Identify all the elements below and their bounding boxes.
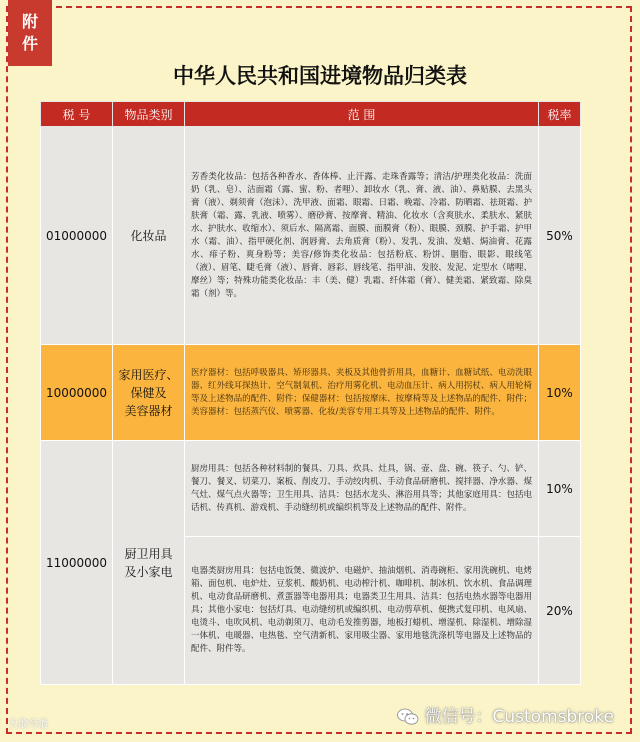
table-row-medical [41,345,581,441]
row-category [113,345,185,441]
category-line: 保健及 [130,385,167,400]
page-title: 中华人民共和国进境物品归类表 [173,64,467,88]
row-code: 11000000 [41,441,113,685]
row-code: 10000000 [41,345,113,441]
attachment-tab [8,0,52,66]
header-scope: 范 围 [185,102,539,127]
category-line: 厨卫用具 [124,546,173,561]
wechat-id: 微信号：Customsbroke [424,707,614,727]
row-category: 化妆品 [113,127,185,345]
row-code: 01000000 [41,127,113,345]
row-scope: 医疗器材：包括呼吸器具、矫形器具、夹板及其他骨折用具，血糖计、血糖试纸、电动洗眼器、红外线耳探热计、空气制氧机、治疗用雾化机、电动血压计、病人用拐杖、病人用轮椅等及上述物品的配件、附件；保健器材：包括按摩床、按摩椅等及上述物品的配件、附件；美容器材：包括蒸汽仪、喷雾器、化妆/美容专用工具等及上述物品的配件、附件。 [185,345,539,441]
category-line: 及小家电 [124,564,173,579]
category-line: 家用医疗、 [118,367,179,382]
row-scope: 电器类厨房用具：包括电饭煲、微波炉、电磁炉、抽油烟机、消毒碗柜、家用洗碗机、电烤箱、面包机、电炉灶、豆浆机、酸奶机、电动榨汁机、咖啡机、制冰机、饮水机、食品调理机、电动食品研磨机、煮蛋器等电器用具；电器类卫生用具、洁具：包括电热水器等电器用具；其他小家电：包括灯具、电动缝纫机或编织机、电动剪草机、便携式复印机、电风扇、电烫斗、电吹风机、电动剃须刀、电动毛发推剪器，地板打蜡机、增湿机、除湿机、增除湿一体机、电暖器、电热毯、空气清新机、家用吸尘器、家用地毯洗涤机等电器及上述物品的配件、附件等。 [185,537,539,685]
tab-char-2: 件 [21,34,38,53]
header-category: 物品类别 [113,102,185,127]
category-line: 美容器材 [124,403,173,418]
watermark-left: 大歌弯道 [8,719,48,730]
watermark-right [397,702,614,727]
row-scope: 芳香类化妆品：包括各种香水、香体棒、止汗露、走珠香露等；清洁/护理类化妆品：洗面奶（乳、皂）、洁面霜（露、蜜、粉、者哩）、卸妆水（乳、膏、液、油）、鼻贴膜、去黑头膏（液）、剃须膏（泡沫）、洗甲液、面霜、眼霜、日霜、晚霜、冷霜、防晒霜、祛斑霜、护肤膏（霜、露、乳液、喷雾）、磨砂膏、按摩膏、精油、化妆水（含爽肤水、柔肤水、紧肤水、护肤水、收缩水）、须后水、隔离霜、面膜、面膜膏（粉）、眼膜、颈膜、护手霜、护甲水（霜、油）、指甲硬化剂、润唇膏、去角质膏（粉）、发乳、发油、发蜡、焗油膏、花露水、痱子粉、爽身粉等；美容/修饰类化妆品：包括粉底、粉饼、胭脂、眼影、眼线笔（液）、眉笔、睫毛膏（液）、唇膏、唇彩、唇线笔、指甲油、发胶、发泥、定型水（啫哩、摩丝）等；特殊功能类化妆品：丰（美、健）乳霜、纤体霜（膏）、健美霜、紧致霜、除臭霜（剂）等。 [185,127,539,345]
row-scope: 厨房用具：包括各种材料制的餐具、刀具、炊具、灶具，锅、壶、盘、碗、筷子、勺、铲、餐刀、餐叉、切菜刀、案板、削皮刀、手动绞肉机、手动食品研磨机、搅拌器、净水器、煤气灶、煤气点火器等；卫生用具、洁具：包括水龙头、淋浴用具等；其他家庭用具：包括电话机、传真机、游戏机、手动缝纫机或编织机等及上述物品的配件、附件。 [185,441,539,537]
header-code: 税 号 [41,102,113,127]
classification-table [40,101,581,685]
row-rate: 10% [539,345,581,441]
table-row-cosmetics [41,127,581,345]
wechat-icon [397,708,419,726]
table-header-row [41,102,581,127]
row-rate: 10% [539,441,581,537]
header-rate: 税率 [539,102,581,127]
table-row-kitchen-a [41,441,581,537]
row-rate: 20% [539,537,581,685]
tab-char-1: 附 [21,12,38,31]
row-category [113,441,185,685]
row-rate: 50% [539,127,581,345]
